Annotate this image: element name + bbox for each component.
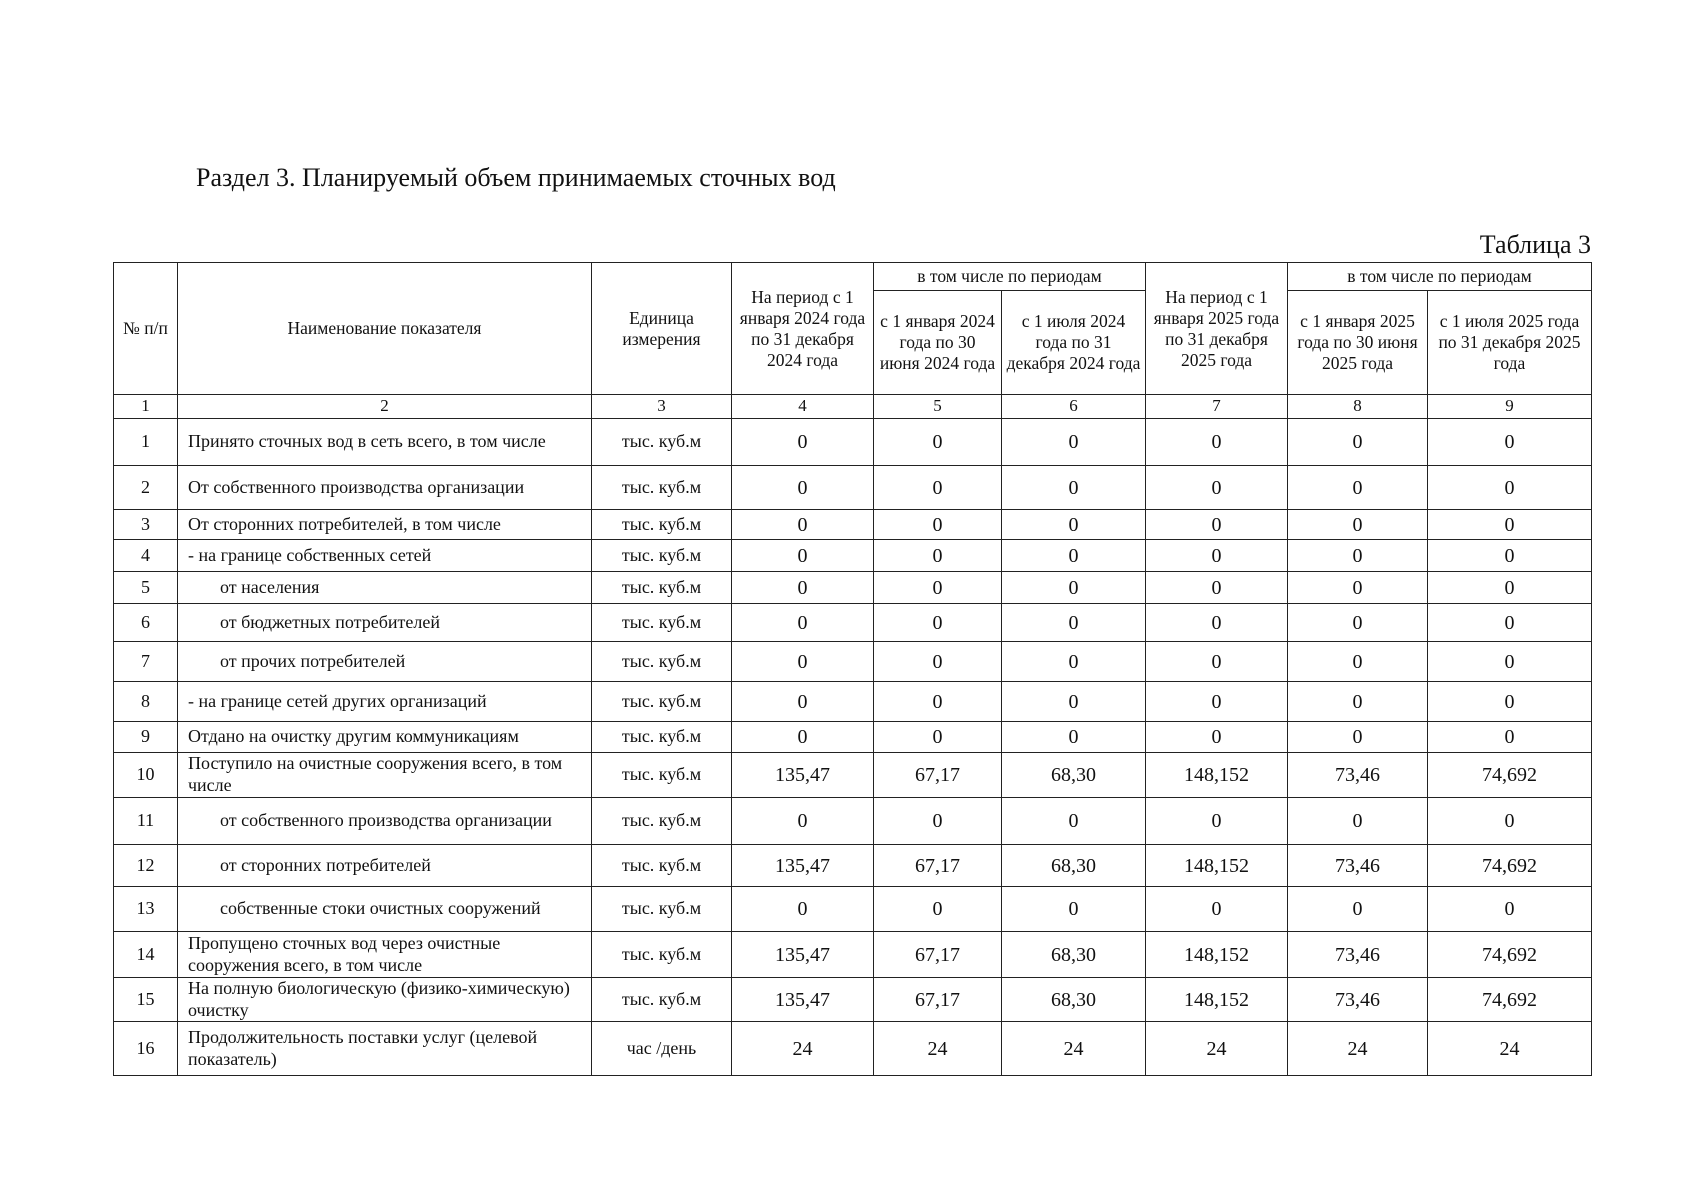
table-row xyxy=(114,753,1592,798)
value-cell: 68,30 xyxy=(1002,932,1146,978)
column-number: 9 xyxy=(1428,395,1592,419)
value-cell: 0 xyxy=(1428,604,1592,642)
indicator-name: На полную биологическую (физико-химическую) очистку xyxy=(178,978,592,1022)
value-cell: 0 xyxy=(874,419,1002,466)
indicator-name: от бюджетных потребителей xyxy=(178,604,592,642)
column-number: 2 xyxy=(178,395,592,419)
unit: тыс. куб.м xyxy=(592,604,732,642)
value-cell: 0 xyxy=(1288,510,1428,540)
column-number: 7 xyxy=(1146,395,1288,419)
header-unit: Единица измерения xyxy=(592,263,732,395)
value-cell: 24 xyxy=(1288,1022,1428,1076)
value-cell: 0 xyxy=(1146,466,1288,510)
value-cell: 0 xyxy=(874,642,1002,682)
header-period-2025: На период с 1 января 2025 года по 31 декабря 2025 года xyxy=(1146,263,1288,395)
value-cell: 0 xyxy=(1288,722,1428,753)
table-row xyxy=(114,845,1592,887)
value-cell: 0 xyxy=(1146,540,1288,572)
value-cell: 0 xyxy=(1288,887,1428,932)
indicator-name: Отдано на очистку другим коммуникациям xyxy=(178,722,592,753)
value-cell: 0 xyxy=(1146,682,1288,722)
table-row xyxy=(114,798,1592,845)
row-number: 5 xyxy=(114,572,178,604)
indicator-name: - на границе собственных сетей xyxy=(178,540,592,572)
row-number: 9 xyxy=(114,722,178,753)
table-row xyxy=(114,419,1592,466)
value-cell: 74,692 xyxy=(1428,932,1592,978)
row-number: 2 xyxy=(114,466,178,510)
value-cell: 0 xyxy=(732,682,874,722)
indicator-name: Продолжительность поставки услуг (целевой показатель) xyxy=(178,1022,592,1076)
value-cell: 135,47 xyxy=(732,932,874,978)
value-cell: 24 xyxy=(732,1022,874,1076)
unit: тыс. куб.м xyxy=(592,572,732,604)
wastewater-volume-table xyxy=(113,262,1592,1076)
table-row xyxy=(114,604,1592,642)
value-cell: 135,47 xyxy=(732,845,874,887)
value-cell: 0 xyxy=(874,466,1002,510)
value-cell: 0 xyxy=(1002,419,1146,466)
value-cell: 135,47 xyxy=(732,978,874,1022)
table-row xyxy=(114,510,1592,540)
value-cell: 73,46 xyxy=(1288,932,1428,978)
value-cell: 0 xyxy=(1146,798,1288,845)
column-number: 3 xyxy=(592,395,732,419)
value-cell: 0 xyxy=(874,540,1002,572)
value-cell: 0 xyxy=(1002,682,1146,722)
indicator-name: Принято сточных вод в сеть всего, в том числе xyxy=(178,419,592,466)
unit: тыс. куб.м xyxy=(592,466,732,510)
value-cell: 0 xyxy=(874,510,1002,540)
value-cell: 0 xyxy=(1002,604,1146,642)
row-number: 1 xyxy=(114,419,178,466)
value-cell: 0 xyxy=(1428,466,1592,510)
value-cell: 148,152 xyxy=(1146,845,1288,887)
indicator-name: Поступило на очистные сооружения всего, в том числе xyxy=(178,753,592,798)
table-row xyxy=(114,978,1592,1022)
table-row xyxy=(114,1022,1592,1076)
value-cell: 0 xyxy=(1288,682,1428,722)
unit: тыс. куб.м xyxy=(592,845,732,887)
unit: тыс. куб.м xyxy=(592,798,732,845)
value-cell: 0 xyxy=(874,572,1002,604)
value-cell: 0 xyxy=(1002,540,1146,572)
value-cell: 135,47 xyxy=(732,753,874,798)
value-cell: 24 xyxy=(874,1022,1002,1076)
indicator-name: собственные стоки очистных сооружений xyxy=(178,887,592,932)
value-cell: 0 xyxy=(1288,540,1428,572)
value-cell: 0 xyxy=(874,798,1002,845)
value-cell: 74,692 xyxy=(1428,845,1592,887)
value-cell: 24 xyxy=(1428,1022,1592,1076)
table-label: Таблица 3 xyxy=(1479,230,1591,259)
column-number: 5 xyxy=(874,395,1002,419)
unit: тыс. куб.м xyxy=(592,642,732,682)
section-title: Раздел 3. Планируемый объем принимаемых сточных вод xyxy=(196,163,836,192)
value-cell: 0 xyxy=(1428,887,1592,932)
value-cell: 68,30 xyxy=(1002,978,1146,1022)
value-cell: 68,30 xyxy=(1002,753,1146,798)
row-number: 12 xyxy=(114,845,178,887)
value-cell: 0 xyxy=(732,887,874,932)
value-cell: 73,46 xyxy=(1288,978,1428,1022)
value-cell: 0 xyxy=(1002,510,1146,540)
value-cell: 0 xyxy=(1428,798,1592,845)
value-cell: 0 xyxy=(1288,642,1428,682)
column-number: 4 xyxy=(732,395,874,419)
row-number: 8 xyxy=(114,682,178,722)
indicator-name: От сторонних потребителей, в том числе xyxy=(178,510,592,540)
value-cell: 0 xyxy=(1002,642,1146,682)
header-period-2024: На период с 1 января 2024 года по 31 декабря 2024 года xyxy=(732,263,874,395)
value-cell: 0 xyxy=(1002,722,1146,753)
indicator-name: от сторонних потребителей xyxy=(178,845,592,887)
value-cell: 67,17 xyxy=(874,753,1002,798)
value-cell: 0 xyxy=(1428,722,1592,753)
value-cell: 67,17 xyxy=(874,978,1002,1022)
value-cell: 68,30 xyxy=(1002,845,1146,887)
unit: тыс. куб.м xyxy=(592,932,732,978)
row-number: 13 xyxy=(114,887,178,932)
value-cell: 0 xyxy=(1428,540,1592,572)
value-cell: 0 xyxy=(1288,466,1428,510)
unit: тыс. куб.м xyxy=(592,753,732,798)
row-number: 10 xyxy=(114,753,178,798)
value-cell: 0 xyxy=(1146,572,1288,604)
value-cell: 74,692 xyxy=(1428,978,1592,1022)
header-h1-2024: с 1 января 2024 года по 30 июня 2024 года xyxy=(874,291,1002,395)
value-cell: 0 xyxy=(1146,510,1288,540)
table-row xyxy=(114,682,1592,722)
value-cell: 0 xyxy=(1288,798,1428,845)
value-cell: 0 xyxy=(874,682,1002,722)
value-cell: 0 xyxy=(874,887,1002,932)
value-cell: 0 xyxy=(1146,642,1288,682)
row-number: 11 xyxy=(114,798,178,845)
table-row xyxy=(114,540,1592,572)
row-number: 16 xyxy=(114,1022,178,1076)
value-cell: 0 xyxy=(874,604,1002,642)
value-cell: 148,152 xyxy=(1146,932,1288,978)
value-cell: 0 xyxy=(732,510,874,540)
value-cell: 148,152 xyxy=(1146,978,1288,1022)
value-cell: 0 xyxy=(1428,572,1592,604)
header-subperiods-2024: в том числе по периодам xyxy=(874,263,1146,291)
unit: час /день xyxy=(592,1022,732,1076)
table-row xyxy=(114,572,1592,604)
value-cell: 67,17 xyxy=(874,932,1002,978)
header-h2-2025: с 1 июля 2025 года по 31 декабря 2025 года xyxy=(1428,291,1592,395)
value-cell: 0 xyxy=(1002,798,1146,845)
value-cell: 0 xyxy=(1428,419,1592,466)
row-number: 4 xyxy=(114,540,178,572)
value-cell: 24 xyxy=(1002,1022,1146,1076)
value-cell: 73,46 xyxy=(1288,753,1428,798)
indicator-name: От собственного производства организации xyxy=(178,466,592,510)
value-cell: 0 xyxy=(732,798,874,845)
unit: тыс. куб.м xyxy=(592,510,732,540)
row-number: 7 xyxy=(114,642,178,682)
header-subperiods-2025: в том числе по периодам xyxy=(1288,263,1592,291)
column-number: 1 xyxy=(114,395,178,419)
unit: тыс. куб.м xyxy=(592,722,732,753)
row-number: 6 xyxy=(114,604,178,642)
value-cell: 0 xyxy=(732,722,874,753)
column-numbers-row xyxy=(114,395,1592,419)
value-cell: 0 xyxy=(732,604,874,642)
value-cell: 0 xyxy=(1428,510,1592,540)
table-row xyxy=(114,887,1592,932)
indicator-name: Пропущено сточных вод через очистные сооружения всего, в том числе xyxy=(178,932,592,978)
value-cell: 0 xyxy=(732,642,874,682)
value-cell: 0 xyxy=(1002,572,1146,604)
value-cell: 0 xyxy=(732,540,874,572)
table-row xyxy=(114,932,1592,978)
unit: тыс. куб.м xyxy=(592,682,732,722)
header-name: Наименование показателя xyxy=(178,263,592,395)
header-num: № п/п xyxy=(114,263,178,395)
value-cell: 0 xyxy=(1288,604,1428,642)
indicator-name: - на границе сетей других организаций xyxy=(178,682,592,722)
value-cell: 0 xyxy=(1002,466,1146,510)
value-cell: 0 xyxy=(1288,572,1428,604)
value-cell: 74,692 xyxy=(1428,753,1592,798)
value-cell: 0 xyxy=(1146,604,1288,642)
header-h2-2024: с 1 июля 2024 года по 31 декабря 2024 года xyxy=(1002,291,1146,395)
indicator-name: от прочих потребителей xyxy=(178,642,592,682)
column-number: 8 xyxy=(1288,395,1428,419)
column-number: 6 xyxy=(1002,395,1146,419)
row-number: 3 xyxy=(114,510,178,540)
value-cell: 0 xyxy=(1428,682,1592,722)
value-cell: 24 xyxy=(1146,1022,1288,1076)
value-cell: 0 xyxy=(874,722,1002,753)
table-row xyxy=(114,642,1592,682)
value-cell: 0 xyxy=(732,466,874,510)
value-cell: 73,46 xyxy=(1288,845,1428,887)
unit: тыс. куб.м xyxy=(592,978,732,1022)
value-cell: 67,17 xyxy=(874,845,1002,887)
value-cell: 0 xyxy=(1428,642,1592,682)
unit: тыс. куб.м xyxy=(592,419,732,466)
table-row xyxy=(114,466,1592,510)
unit: тыс. куб.м xyxy=(592,540,732,572)
value-cell: 0 xyxy=(732,572,874,604)
value-cell: 148,152 xyxy=(1146,753,1288,798)
value-cell: 0 xyxy=(1146,419,1288,466)
indicator-name: от собственного производства организации xyxy=(178,798,592,845)
value-cell: 0 xyxy=(1146,722,1288,753)
row-number: 15 xyxy=(114,978,178,1022)
unit: тыс. куб.м xyxy=(592,887,732,932)
value-cell: 0 xyxy=(1146,887,1288,932)
header-h1-2025: с 1 января 2025 года по 30 июня 2025 года xyxy=(1288,291,1428,395)
indicator-name: от населения xyxy=(178,572,592,604)
value-cell: 0 xyxy=(1288,419,1428,466)
row-number: 14 xyxy=(114,932,178,978)
table-row xyxy=(114,722,1592,753)
value-cell: 0 xyxy=(732,419,874,466)
value-cell: 0 xyxy=(1002,887,1146,932)
